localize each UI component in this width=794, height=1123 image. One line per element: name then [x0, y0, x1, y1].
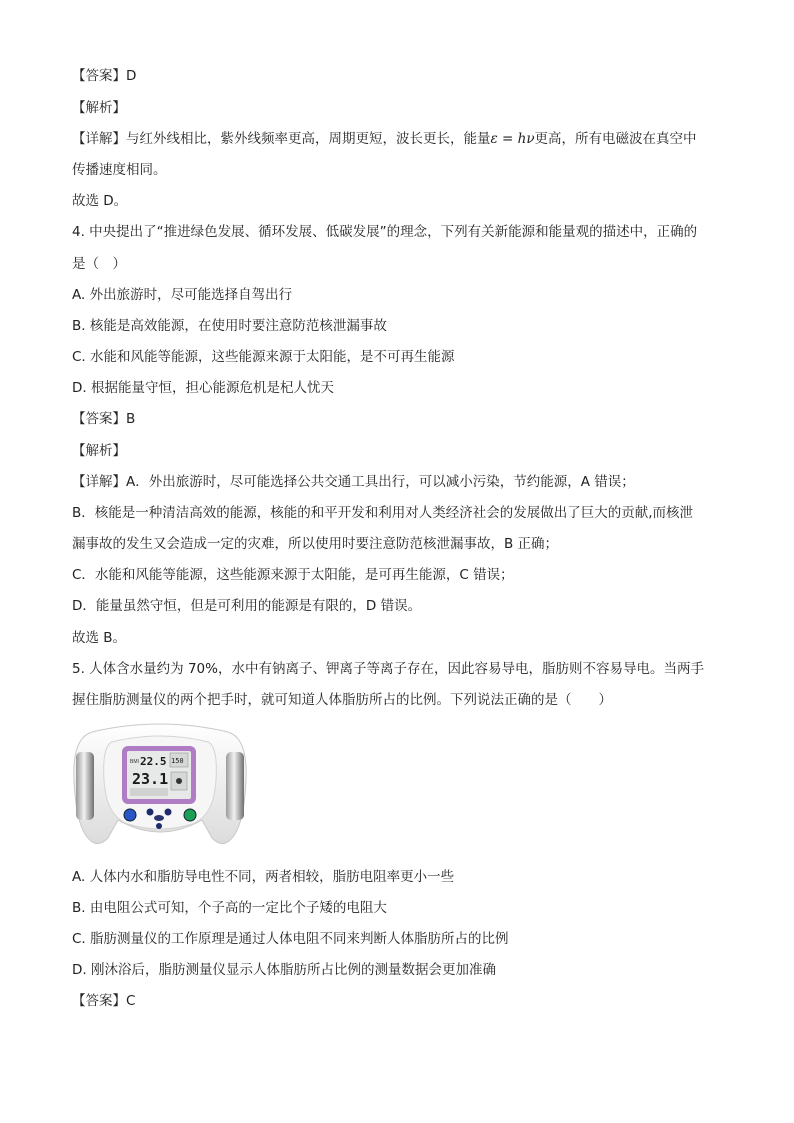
detail-text: 与红外线相比，紫外线频率更高，周期更短，波长更长，能量: [126, 131, 491, 147]
detail-tag: 【详解】: [72, 131, 126, 147]
q4-detail-line-4: C．水能和风能等能源，这些能源来源于太阳能，是可再生能源，C 错误；: [72, 567, 514, 583]
fat-value: 23.1: [132, 770, 169, 788]
detail-text: 更高，所有电磁波在真空中: [534, 131, 697, 147]
q3-detail-line-1: [72, 129, 697, 149]
right-handle: [226, 752, 244, 820]
button-green: [184, 809, 196, 821]
q4-option-a: A. 外出旅游时，尽可能选择自驾出行: [72, 287, 293, 303]
q5-option-a: A. 人体内水和脂肪导电性不同，两者相较，脂肪电阻率更小一些: [72, 869, 455, 885]
button-blue: [124, 809, 136, 821]
q3-detail-line-2: 传播速度相同。: [72, 162, 167, 178]
answer-value: C: [126, 993, 136, 1009]
q5-option-b: B. 由电阻公式可知，个子高的一定比个子矮的电阻大: [72, 900, 387, 916]
q4-option-b: B. 核能是高效能源，在使用时要注意防范核泄漏事故: [72, 318, 387, 334]
answer-value: D: [126, 68, 137, 84]
q4-stem-line-1: 4. 中央提出了“推进绿色发展、循环发展、低碳发展”的理念，下列有关新能源和能量观的描述中，正确的: [72, 224, 698, 240]
q4-answer-line: [72, 409, 135, 429]
button-center: [154, 815, 164, 821]
q4-conclusion: 故选 B。: [72, 630, 127, 646]
q4-detail-line-3: 漏事故的发生又会造成一定的灾难，所以使用时要注意防范核泄漏事故，B 正确；: [72, 536, 559, 552]
q5-stem-line-1: 5. 人体含水量约为 70%，水中有钠离子、钾离子等离子存在，因此容易导电，脂肪则不容易导电。当两手: [72, 661, 704, 677]
left-handle: [76, 752, 94, 820]
answer-tag: 【答案】: [72, 411, 126, 427]
q4-detail-line-1: 【详解】A．外出旅游时，尽可能选择公共交通工具出行，可以减小污染，节约能源，A 错误；: [72, 474, 635, 490]
q5-option-d: D. 刚沐浴后，脂肪测量仪显示人体脂肪所占比例的测量数据会更加准确: [72, 962, 496, 978]
bmi-label: BMI: [130, 759, 139, 765]
q4-detail-line-2: B．核能是一种清洁高效的能源，核能的和平开发和利用对人类经济社会的发展做出了巨大的贡献,而核泄: [72, 505, 694, 521]
body-fat-meter-image: [72, 720, 248, 854]
q3-analysis-heading: 【解析】: [72, 100, 126, 116]
button-dark-left: [147, 809, 154, 816]
bmi-value: 22.5: [140, 755, 167, 768]
q5-stem-line-2: 握住脂肪测量仪的两个把手时，就可知道人体脂肪所占的比例。下列说法正确的是（ ）: [72, 692, 612, 708]
q3-conclusion: 故选 D。: [72, 193, 128, 209]
height-value: 150: [171, 757, 184, 765]
button-dark-right: [165, 809, 172, 816]
q4-option-d: D. 根据能量守恒，担心能源危机是杞人忧天: [72, 380, 334, 396]
button-dark-bottom: [156, 823, 162, 829]
q4-option-c: C. 水能和风能等能源，这些能源来源于太阳能，是不可再生能源: [72, 349, 455, 365]
q4-analysis-heading: 【解析】: [72, 443, 126, 459]
q4-detail-line-5: D．能量虽然守恒，但是可利用的能源是有限的，D 错误。: [72, 598, 422, 614]
q5-answer-line: [72, 991, 135, 1011]
answer-tag: 【答案】: [72, 68, 126, 84]
q3-answer-line: [72, 66, 136, 86]
q4-stem-line-2: 是（ ）: [72, 256, 126, 272]
answer-value: B: [126, 411, 136, 427]
q5-option-c: C. 脂肪测量仪的工作原理是通过人体电阻不同来判断人体脂肪所占的比例: [72, 931, 509, 947]
energy-equation: ε = hν: [490, 131, 535, 147]
answer-tag: 【答案】: [72, 993, 126, 1009]
